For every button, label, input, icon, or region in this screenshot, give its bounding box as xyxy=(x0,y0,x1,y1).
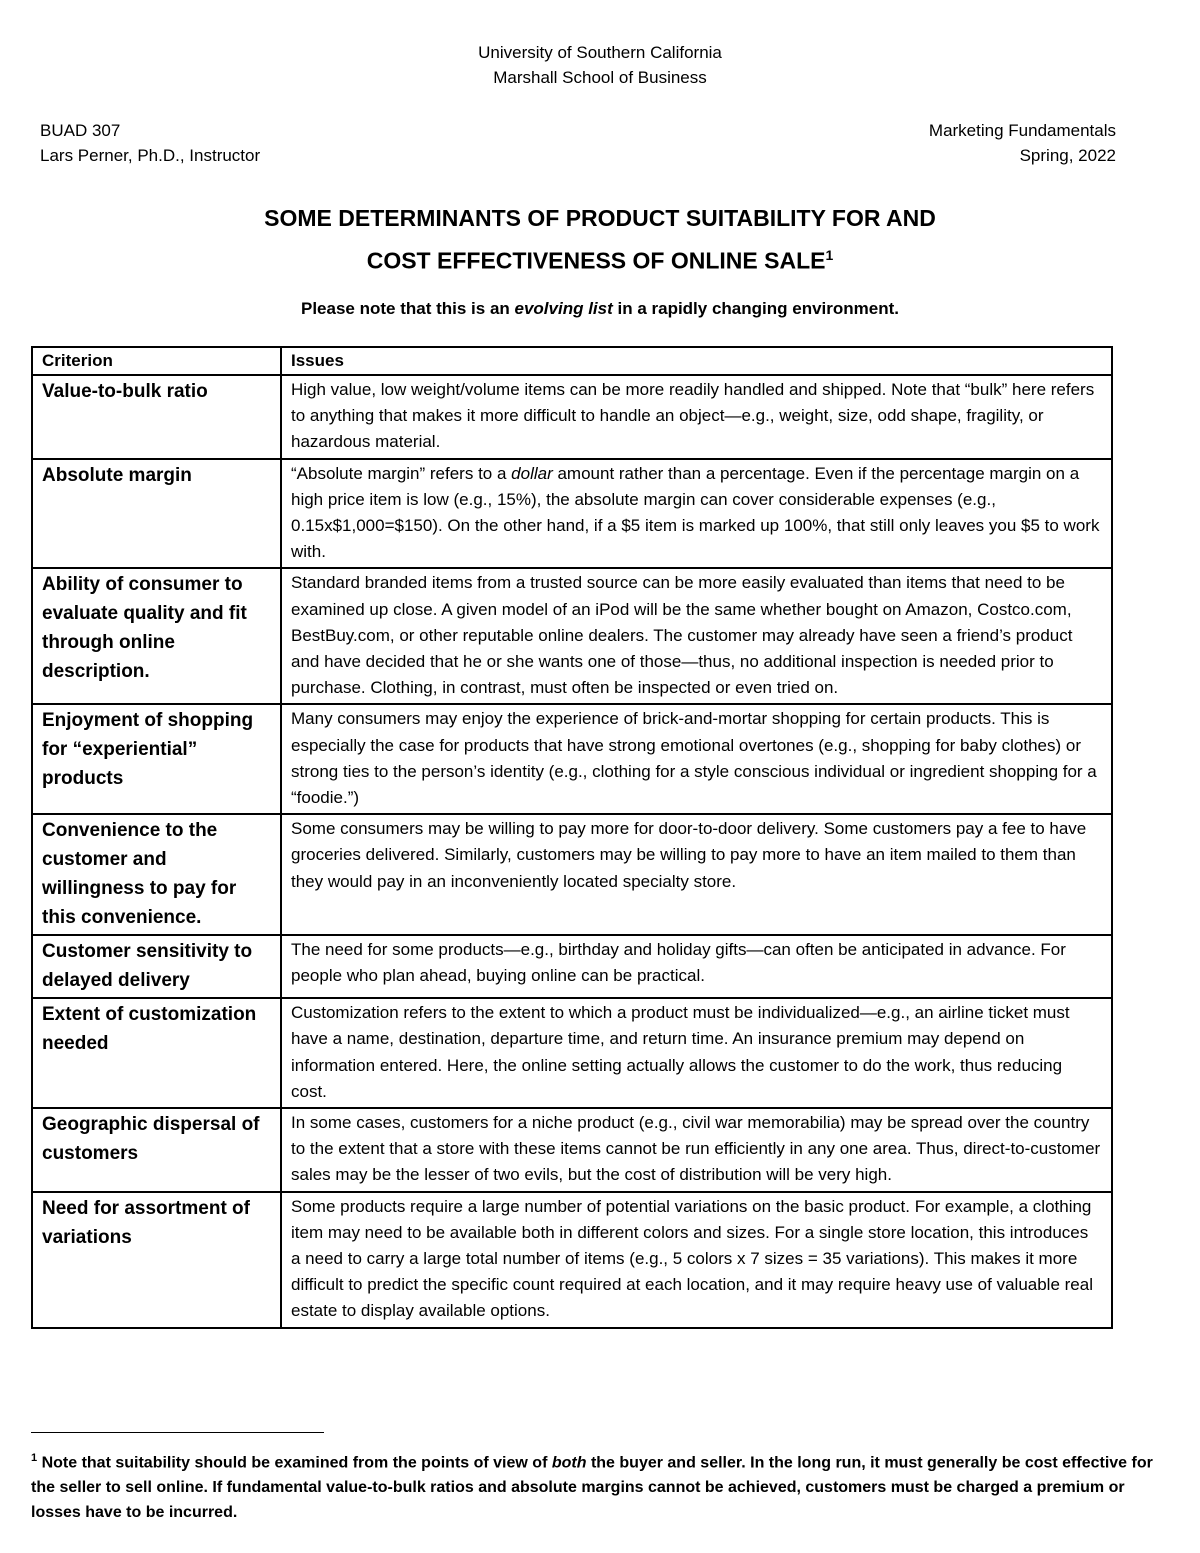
criterion-cell: Extent of customization needed xyxy=(32,998,281,1108)
footnote-separator xyxy=(31,1432,324,1433)
criterion-cell: Need for assortment of variations xyxy=(32,1192,281,1328)
issues-cell: Standard branded items from a trusted source can be more easily evaluated than items that need to be examined up close. A given model of an iPod will be the same whether bought on Amazon, Costco.com, BestBuy.com, or other reputable online dealers. The customer may already have seen a friend’s product and have decided that he or she wants one of those—thus, no additional inspection is needed prior to purchase. Clothing, in contrast, must often be inspected or even tried on. xyxy=(281,568,1112,704)
issues-cell: Some products require a large number of potential variations on the basic product. For example, a clothing item may need to be available both in different colors and sizes. For a single store location, this introduces a need to carry a large total number of items (e.g., 5 colors x 7 sizes = 35 variations). This makes it more difficult to predict the specific count required at each location, and it may require heavy use of valuable real estate to display available options. xyxy=(281,1192,1112,1328)
title-line-2-text: COST EFFECTIVENESS OF ONLINE SALE xyxy=(366,247,826,274)
title-line-1: SOME DETERMINANTS OF PRODUCT SUITABILITY FOR AND xyxy=(264,205,936,231)
criterion-cell: Convenience to the customer and willingness to pay for this convenience. xyxy=(32,814,281,935)
footnote-text-after: the buyer and seller. In the long run, it must generally be cost effective for the seller to sell online. If fundamental value-to-bulk ratios and absolute margins cannot be achieved, customers must be charged a premium or losses have to be incurred. xyxy=(31,1454,1153,1522)
issues-cell xyxy=(281,459,1112,569)
issues-text: amount rather than a percentage. Even if the percentage margin on a high price item is low (e.g., 15%), the absolute margin can cover considerable expenses (e.g., 0.15x$1,000=$150). On the other hand, if a $5 item is marked up 100%, that still only leaves you $5 to work with. xyxy=(291,463,1100,562)
footnote-emphasis: both xyxy=(551,1454,587,1472)
table-row xyxy=(32,375,1112,459)
issues-cell: The need for some products—e.g., birthday and holiday gifts—can often be anticipated in advance. For people who plan ahead, buying online can be practical. xyxy=(281,935,1112,998)
criterion-cell: Customer sensitivity to delayed delivery xyxy=(32,935,281,998)
table-row xyxy=(32,1108,1112,1192)
school-name: Marshall School of Business xyxy=(493,68,707,87)
footnote xyxy=(31,1446,1166,1525)
document-title xyxy=(0,200,1200,280)
table-header-row xyxy=(32,347,1112,375)
course-name: Marketing Fundamentals xyxy=(928,121,1116,140)
course-term: Spring, 2022 xyxy=(1019,146,1116,165)
university-name: University of Southern California xyxy=(478,43,722,62)
note-emphasis: evolving list xyxy=(514,299,613,318)
instructor-name: Lars Perner, Ph.D., Instructor xyxy=(40,146,261,165)
issues-cell: Some consumers may be willing to pay more for door-to-door delivery. Some customers pay a fee to have groceries delivered. Similarly, customers may be willing to pay more to have an item mailed to them than they would pay in an inconveniently located specialty store. xyxy=(281,814,1112,935)
institution-header xyxy=(0,40,1200,90)
issues-cell: Customization refers to the extent to which a product must be individualized—e.g., an airline ticket must have a name, destination, departure time, and return time. An insurance premium may depend on information entered. Here, the online setting actually allows the customer to do the work, thus reducing cost. xyxy=(281,998,1112,1108)
evolving-list-note xyxy=(0,299,1200,319)
criteria-table xyxy=(31,346,1113,1329)
header-issues: Issues xyxy=(281,347,1112,375)
criterion-cell: Value-to-bulk ratio xyxy=(32,375,281,459)
course-info-right xyxy=(929,118,1116,168)
issues-emphasis: dollar xyxy=(511,463,553,483)
issues-text: “Absolute margin” refers to a xyxy=(291,463,512,483)
criterion-cell: Enjoyment of shopping for “experiential” products xyxy=(32,704,281,814)
table-row xyxy=(32,704,1112,814)
note-text-before: Please note that this is an xyxy=(301,299,515,318)
table-row xyxy=(32,814,1112,935)
footnote-text-before: Note that suitability should be examined from the points of view of xyxy=(37,1454,552,1472)
criterion-cell: Absolute margin xyxy=(32,459,281,569)
course-info-left xyxy=(40,118,260,168)
issues-cell: High value, low weight/volume items can be more readily handled and shipped. Note that “bulk” here refers to anything that makes it more difficult to handle an object—e.g., weight, size, odd shape, fragility, or hazardous material. xyxy=(281,375,1112,459)
title-footnote-marker: 1 xyxy=(825,247,834,263)
course-code: BUAD 307 xyxy=(40,121,121,140)
title-line-2 xyxy=(0,237,1200,280)
table-row xyxy=(32,1192,1112,1328)
table-row xyxy=(32,568,1112,704)
table-row xyxy=(32,998,1112,1108)
footnote-marker: 1 xyxy=(31,1452,38,1464)
issues-cell: In some cases, customers for a niche product (e.g., civil war memorabilia) may be spread over the country to the extent that a store with these items cannot be run efficiently in any one area. Thus, direct-to-customer sales may be the lesser of two evils, but the cost of distribution will be very high. xyxy=(281,1108,1112,1192)
note-text-after: in a rapidly changing environment. xyxy=(612,299,899,318)
header-criterion: Criterion xyxy=(32,347,281,375)
issues-cell: Many consumers may enjoy the experience of brick-and-mortar shopping for certain products. This is especially the case for products that have strong emotional overtones (e.g., shopping for baby clothes) or strong ties to the person’s identity (e.g., clothing for a style conscious individual or ingredient shopping for a “foodie.”) xyxy=(281,704,1112,814)
criterion-cell: Geographic dispersal of customers xyxy=(32,1108,281,1192)
table-row xyxy=(32,935,1112,998)
criterion-cell: Ability of consumer to evaluate quality and fit through online description. xyxy=(32,568,281,704)
table-row xyxy=(32,459,1112,569)
